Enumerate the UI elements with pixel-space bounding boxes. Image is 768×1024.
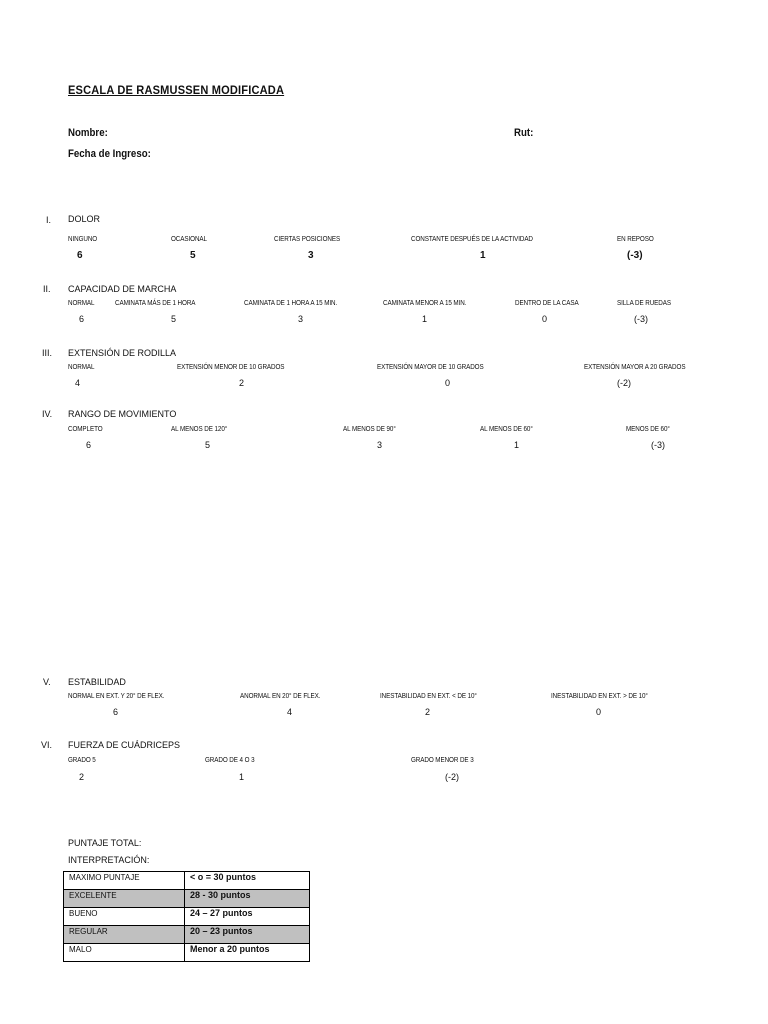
option-label: INESTABILIDAD EN EXT. > DE 10°	[551, 693, 648, 700]
fecha-ingreso-label: Fecha de Ingreso:	[68, 148, 151, 160]
score-value: 0	[445, 378, 451, 388]
score-value: 5	[205, 440, 211, 450]
table-cell-label: MAXIMO PUNTAJE	[64, 872, 185, 890]
section-numeral: III.	[42, 348, 53, 358]
section-title-extension: EXTENSIÓN DE RODILLA	[68, 348, 177, 358]
page-title: ESCALA DE RASMUSSEN MODIFICADA	[68, 83, 285, 97]
score-value: 1	[239, 772, 245, 782]
table-cell-label: BUENO	[64, 908, 185, 926]
score-value: 4	[75, 378, 81, 388]
score-value: 3	[298, 314, 304, 324]
section-title-marcha: CAPACIDAD DE MARCHA	[68, 284, 177, 294]
score-value: 1	[480, 250, 486, 261]
option-label: CIERTAS POSICIONES	[274, 236, 341, 243]
option-label: AL MENOS DE 90°	[343, 426, 396, 433]
option-label: DENTRO DE LA CASA	[515, 300, 579, 307]
score-value: 5	[171, 314, 177, 324]
option-label: GRADO MENOR DE 3	[411, 757, 474, 764]
table-row	[64, 926, 310, 944]
table-cell-label: REGULAR	[64, 926, 185, 944]
option-label: COMPLETO	[68, 426, 103, 433]
option-label: EXTENSIÓN MENOR DE 10 GRADOS	[177, 364, 285, 371]
table-cell-value: Menor a 20 puntos	[185, 944, 310, 962]
section-numeral: I.	[46, 215, 52, 225]
puntaje-total-label: PUNTAJE TOTAL:	[68, 838, 142, 848]
section-title-fuerza: FUERZA DE CUÁDRICEPS	[68, 740, 181, 750]
option-label: AL MENOS DE 60°	[480, 426, 533, 433]
table-row	[64, 944, 310, 962]
table-row	[64, 872, 310, 890]
score-value: 6	[113, 707, 119, 717]
option-label: AL MENOS DE 120°	[171, 426, 228, 433]
section-title-estabilidad: ESTABILIDAD	[68, 677, 126, 687]
score-value: 6	[86, 440, 92, 450]
table-cell-value: 20 – 23 puntos	[185, 926, 310, 944]
table-cell-label: MALO	[64, 944, 185, 962]
table-cell-label: EXCELENTE	[64, 890, 185, 908]
option-label: EN REPOSO	[617, 236, 654, 243]
option-label: CAMINATA MÁS DE 1 HORA	[115, 300, 196, 307]
score-value: 2	[79, 772, 85, 782]
option-label: CONSTANTE DESPUÉS DE LA ACTIVIDAD	[411, 236, 533, 243]
option-label: SILLA DE RUEDAS	[617, 300, 671, 307]
score-value: 6	[77, 250, 83, 261]
option-label: OCASIONAL	[171, 236, 207, 243]
score-value: (-2)	[617, 378, 631, 388]
option-label: MENOS DE 60°	[626, 426, 670, 433]
interpretacion-label: INTERPRETACIÓN:	[68, 855, 150, 865]
section-numeral: IV.	[42, 409, 53, 419]
score-value: (-3)	[634, 314, 648, 324]
option-label: CAMINATA DE 1 HORA A 15 MIN.	[244, 300, 338, 307]
score-value: 3	[377, 440, 383, 450]
option-label: CAMINATA MENOR A 15 MIN.	[383, 300, 467, 307]
score-value: 1	[422, 314, 428, 324]
table-cell-value: 24 – 27 puntos	[185, 908, 310, 926]
score-value: 2	[425, 707, 431, 717]
score-value: (-3)	[627, 250, 643, 261]
section-numeral: V.	[43, 677, 51, 687]
rut-label: Rut:	[514, 127, 534, 139]
table-row	[64, 890, 310, 908]
option-label: GRADO DE 4 O 3	[205, 757, 255, 764]
section-numeral: II.	[43, 284, 51, 294]
option-label: ANORMAL EN 20° DE FLEX.	[240, 693, 321, 700]
score-value: 6	[79, 314, 85, 324]
score-value: 3	[308, 250, 314, 261]
score-value: 2	[239, 378, 245, 388]
option-label: NINGUNO	[68, 236, 98, 243]
score-value: 0	[596, 707, 602, 717]
option-label: INESTABILIDAD EN EXT. < DE 10°	[380, 693, 477, 700]
table-cell-value: < o = 30 puntos	[185, 872, 310, 890]
score-value: 0	[542, 314, 548, 324]
score-value: (-3)	[651, 440, 665, 450]
section-title-dolor: DOLOR	[68, 214, 101, 224]
section-numeral: VI.	[41, 740, 53, 750]
nombre-label: Nombre:	[68, 127, 108, 139]
interpretation-table	[63, 871, 310, 962]
table-cell-value: 28 - 30 puntos	[185, 890, 310, 908]
table-row	[64, 908, 310, 926]
score-value: 1	[514, 440, 520, 450]
option-label: EXTENSIÓN MAYOR A 20 GRADOS	[584, 364, 686, 371]
score-value: 5	[190, 250, 196, 261]
option-label: NORMAL	[68, 364, 95, 371]
score-value: 4	[287, 707, 293, 717]
option-label: EXTENSIÓN MAYOR DE 10 GRADOS	[377, 364, 484, 371]
score-value: (-2)	[445, 772, 459, 782]
section-title-rango: RANGO DE MOVIMIENTO	[68, 409, 177, 419]
option-label: NORMAL EN EXT. Y 20° DE FLEX.	[68, 693, 165, 700]
option-label: NORMAL	[68, 300, 95, 307]
option-label: GRADO 5	[68, 757, 96, 764]
